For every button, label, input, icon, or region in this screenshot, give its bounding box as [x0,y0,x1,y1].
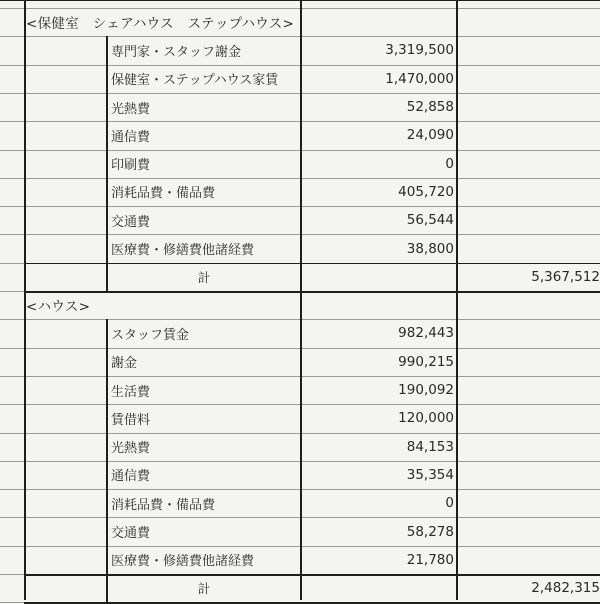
table-row [0,150,600,178]
item-label: 交通費 [111,526,151,542]
item-label: 謝金 [111,356,138,372]
row-divider-edge [0,602,24,603]
table-row [0,319,600,347]
subtotal-value: 2,482,315 [531,580,600,597]
item-label: 専門家・スタッフ謝金 [111,44,242,60]
table-row [0,433,600,461]
section-title-row [0,291,600,319]
item-label: 消耗品費・備品費 [111,186,216,202]
item-label: 通信費 [111,129,151,145]
table-row [0,178,600,206]
item-amount: 982,443 [398,325,454,342]
table-row [0,376,600,404]
table-row [0,461,600,489]
table-row [0,489,600,517]
subtotal-row [0,263,600,291]
table-row [0,348,600,376]
item-amount: 21,780 [406,551,454,568]
item-label: 光熱費 [111,441,151,457]
item-label: 通信費 [111,469,151,485]
subtotal-value: 5,367,512 [531,268,600,285]
item-label: 賃借料 [111,412,151,428]
table-row [0,206,600,234]
table-row [0,121,600,149]
item-amount: 56,544 [406,212,454,229]
table-row [0,546,600,574]
item-label: 医療費・修繕費他諸経費 [111,243,255,259]
section-title: <保健室 シェアハウス ステップハウス> [26,16,295,33]
item-amount: 35,354 [406,466,454,483]
table-row [0,234,600,262]
subtotal-row [0,574,600,602]
item-amount: 1,470,000 [385,70,454,87]
table-row [0,65,600,93]
item-amount: 120,000 [398,410,454,427]
item-amount: 0 [445,155,454,172]
table-row [0,36,600,64]
item-label: 消耗品費・備品費 [111,497,216,513]
item-amount: 84,153 [406,438,454,455]
subtotal-label: 計 [197,581,211,597]
item-label: 生活費 [111,384,151,400]
section-title: <ハウス> [26,299,91,316]
table-row [0,404,600,432]
item-amount: 990,215 [398,353,454,370]
item-label: 保健室・ステップハウス家賃 [111,73,279,89]
item-label: 交通費 [111,214,151,230]
table-row [0,517,600,545]
item-label: スタッフ賃金 [111,327,190,343]
item-amount: 405,720 [398,183,454,200]
item-amount: 52,858 [406,99,454,116]
item-amount: 24,090 [406,127,454,144]
subtotal-label: 計 [197,269,211,285]
item-label: 印刷費 [111,158,151,174]
item-label: 医療費・修繕費他諸経費 [111,554,255,570]
item-amount: 190,092 [398,382,454,399]
table-row [0,93,600,121]
item-label: 光熱費 [111,101,151,117]
item-amount: 3,319,500 [385,42,454,59]
item-amount: 0 [445,495,454,512]
section-title-row [0,8,600,36]
item-amount: 38,800 [406,240,454,257]
item-amount: 58,278 [406,523,454,540]
